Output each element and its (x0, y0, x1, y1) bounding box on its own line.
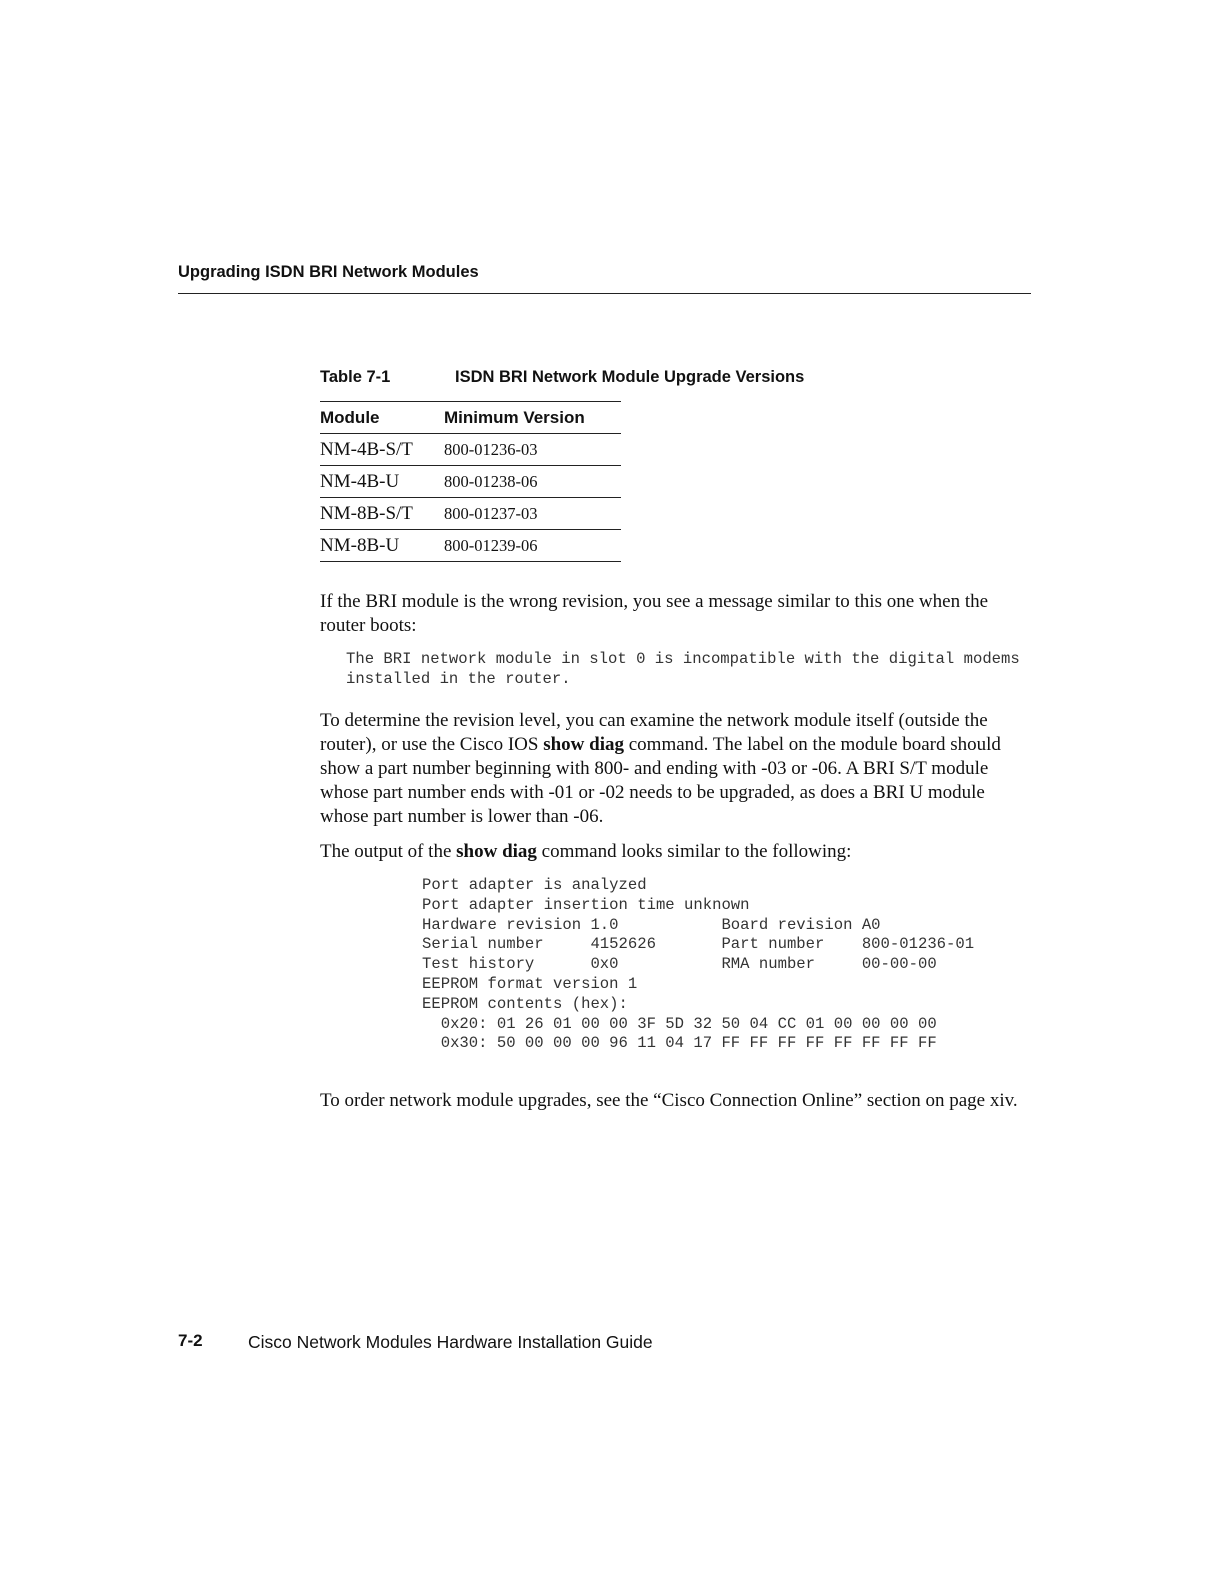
paragraph-text: The output of the (320, 841, 457, 862)
version-cell: 800-01239-06 (444, 530, 621, 562)
module-cell: NM-8B-U (320, 530, 444, 562)
column-header-minimum-version: Minimum Version (444, 402, 621, 434)
command-show-diag: show diag (456, 841, 537, 862)
table-header-row (320, 402, 621, 434)
module-cell: NM-8B-S/T (320, 498, 444, 530)
paragraph-text: To determine the revision level, you can examine the network module itself (outside the router), or use the Cisco IOS (320, 710, 988, 755)
paragraph-text: command. The label on the module board should show a part number beginning with 800- and ending with -03 or -06. A BRI S/T module whose part number ends with -01 or -02 needs to be upgraded, as does a BRI U module whose part number is lower than -06. (320, 734, 1001, 827)
code-block-show-diag: Port adapter is analyzed Port adapter insertion time unknown Hardware revision 1.0 Board revision A0 Serial number 4152626 Part number 800-01236-01 Test history 0x0 RMA number 00-00-00 EEPROM format version 1 EEPROM contents (hex): 0x20: 01 26 01 00 00 3F 5D 32 50 04 CC 01 00 00 00 00 0x30: 50 00 00 00 96 11 04 17 FF FF FF FF FF FF FF FF (422, 876, 975, 1053)
paragraph-text: command looks similar to the following: (536, 841, 852, 862)
version-cell: 800-01237-03 (444, 498, 621, 530)
table-number: Table 7-1 (320, 368, 391, 386)
code-block-error-message: The BRI network module in slot 0 is incompatible with the digital modems installed in the router. (346, 650, 1020, 688)
page-number: 7-2 (178, 1331, 203, 1350)
paragraph-wrong-revision: If the BRI module is the wrong revision, you see a message similar to this one when the router boots: (320, 591, 989, 636)
table-row (320, 434, 621, 466)
module-cell: NM-4B-S/T (320, 434, 444, 466)
module-cell: NM-4B-U (320, 466, 444, 498)
footer-book-title: Cisco Network Modules Hardware Installation Guide (248, 1332, 653, 1352)
table-caption (320, 367, 804, 387)
table-title: ISDN BRI Network Module Upgrade Versions (455, 368, 805, 386)
running-header: Upgrading ISDN BRI Network Modules (178, 263, 479, 281)
column-header-module: Module (320, 402, 444, 434)
table-row (320, 466, 621, 498)
paragraph-show-diag-output (320, 840, 1035, 864)
version-cell: 800-01236-03 (444, 434, 621, 466)
upgrade-versions-table (320, 401, 621, 562)
paragraph-order-upgrades: To order network module upgrades, see the “Cisco Connection Online” section on page xiv. (320, 1090, 1018, 1111)
header-rule (178, 293, 1031, 294)
table-row (320, 498, 621, 530)
version-cell: 800-01238-06 (444, 466, 621, 498)
paragraph-determine-revision (320, 709, 1035, 829)
table-row (320, 530, 621, 562)
command-show-diag: show diag (543, 734, 624, 755)
